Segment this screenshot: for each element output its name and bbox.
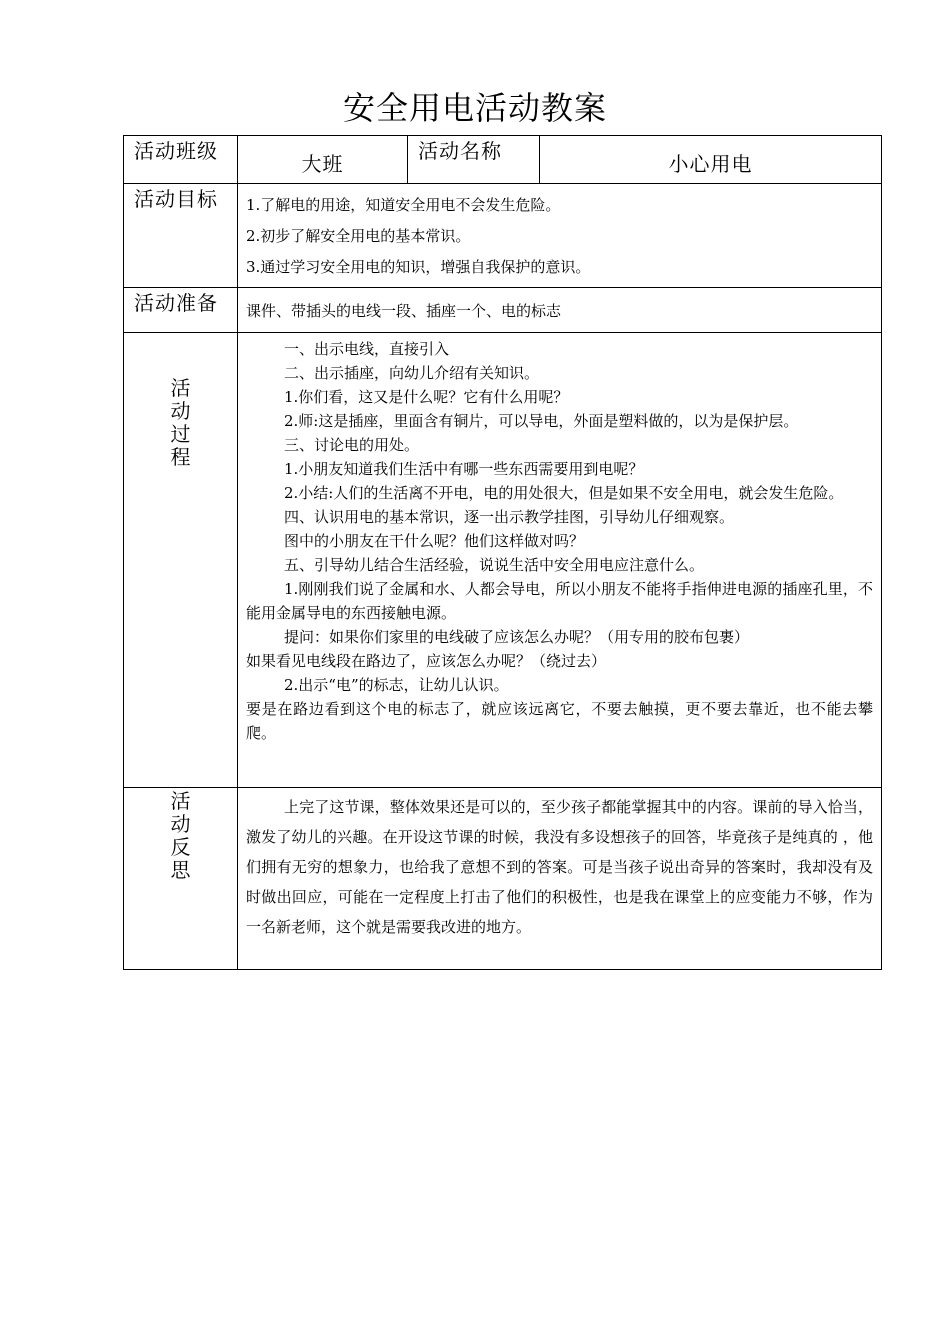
process-paragraph: 一、出示电线，直接引入 [284,340,450,358]
process-paragraph: 图中的小朋友在干什么呢？他们这样做对吗？ [284,532,585,550]
process-paragraph: 要是在路边看到这个电的标志了，就应该远离它，不要去触摸，更不要去靠近，也不能去攀爬。 [246,700,873,742]
goal-item: 1.了解电的用途，知道安全用电不会发生危险。 [246,196,561,214]
reflection-cell [238,788,882,970]
process-paragraph: 2.师:这是插座，里面含有铜片，可以导电，外面是塑料做的，以为是保护层。 [284,412,799,430]
process-paragraph: 提问：如果你们家里的电线破了应该怎么办呢？（用专用的胶布包裹） [284,628,750,646]
goals-label: 活动目标 [124,184,238,288]
process-paragraph: 1.小朋友知道我们生活中有哪一些东西需要用到电呢？ [284,460,644,478]
process-paragraph: 五、引导幼儿结合生活经验，说说生活中安全用电应注意什么。 [284,556,705,574]
reflection-text: 上完了这节课，整体效果还是可以的，至少孩子都能掌握其中的内容。课前的导入恰当，激发了幼儿的兴趣。在开设这节课的时候，我没有多设想孩子的回答，毕竟孩子是纯真的 ，他们拥有无穷的想象力，也给我了意想不到的答案。可是当孩子说出奇异的答案时，我却没有及时做出回应，可能在一定程度上打击了他们的积极性，也是我在课堂上的应变能力不够，作为一名新老师，这个就是需要我改进的地方。 [246,798,873,936]
goals-cell [238,184,882,288]
goals-row [124,184,882,288]
goal-item: 2.初步了解安全用电的基本常识。 [246,227,471,245]
process-paragraph: 2.小结:人们的生活离不开电，电的用处很大，但是如果不安全用电，就会发生危险。 [284,484,844,502]
class-label: 活动班级 [124,136,238,184]
page-title: 安全用电活动教案 [342,89,607,127]
process-row [124,333,882,788]
process-paragraph: 二、出示插座，向幼儿介绍有关知识。 [284,364,540,382]
preparation-row [124,288,882,333]
class-value: 大班 [238,136,408,184]
process-paragraph: 如果看见电线段在路边了，应该怎么办呢？（绕过去） [246,652,607,670]
process-cell [238,333,882,788]
process-label: 活 动 过 程 [124,333,238,788]
reflection-row [124,788,882,970]
reflection-label: 活 动 反 思 [124,788,238,970]
preparation-label: 活动准备 [124,288,238,333]
header-row [124,136,882,184]
process-paragraph: 三、讨论电的用处。 [284,436,420,454]
process-paragraph: 2.出示“电”的标志，让幼儿认识。 [284,676,509,694]
activity-name-value: 小心用电 [540,136,882,184]
preparation-text: 课件、带插头的电线一段、插座一个、电的标志 [238,288,882,333]
process-paragraph: 1.刚刚我们说了金属和水、人都会导电，所以小朋友不能将手指伸进电源的插座孔里，不能用金属导电的东西接触电源。 [246,580,873,622]
lesson-plan-table [123,135,882,970]
process-paragraph: 四、认识用电的基本常识，逐一出示教学挂图，引导幼儿仔细观察。 [284,508,735,526]
goal-item: 3.通过学习安全用电的知识，增强自我保护的意识。 [246,258,591,276]
activity-name-label: 活动名称 [408,136,540,184]
process-paragraph: 1.你们看，这又是什么呢？它有什么用呢？ [284,388,569,406]
